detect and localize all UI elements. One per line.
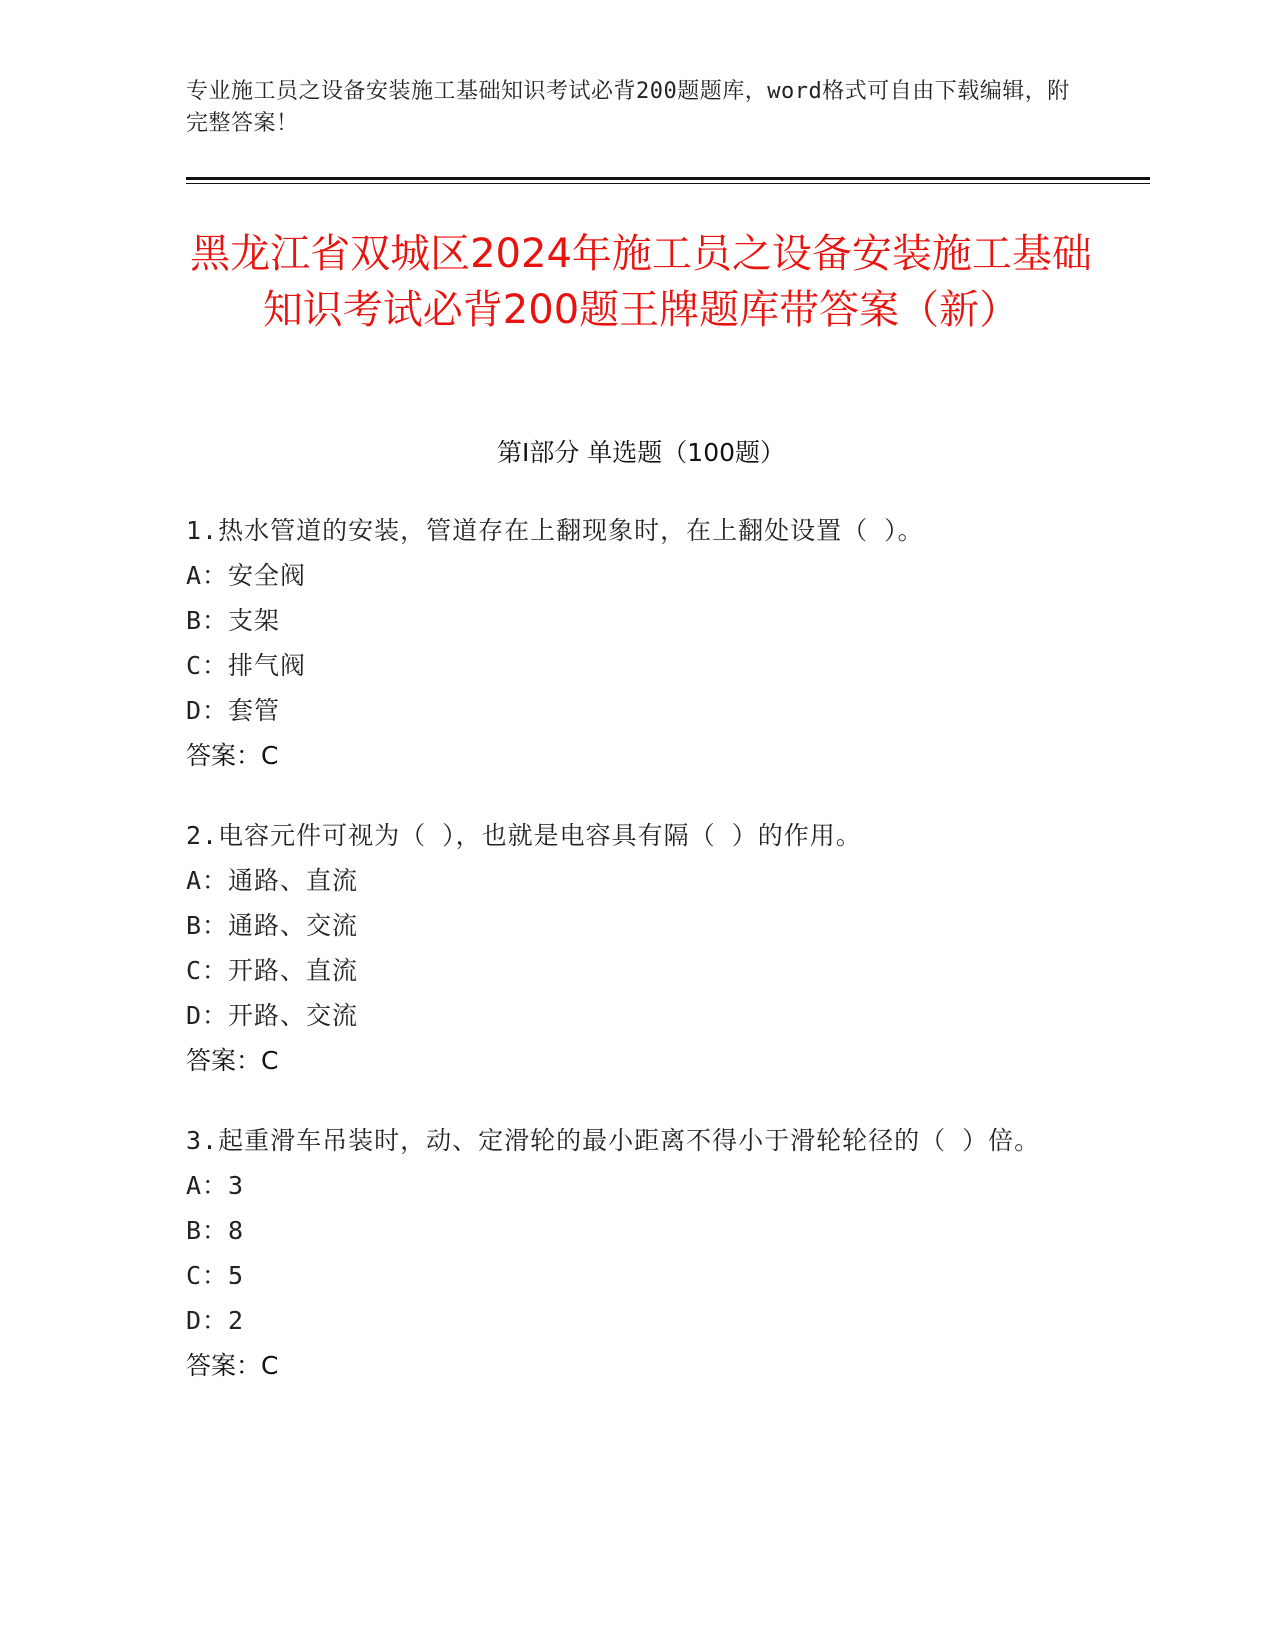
answer: 答案：C bbox=[186, 741, 279, 770]
answer: 答案：C bbox=[186, 1046, 279, 1075]
option-c: C：开路、直流 bbox=[186, 956, 359, 985]
answer: 答案：C bbox=[186, 1351, 279, 1380]
question-1 bbox=[186, 508, 1066, 778]
header-note: 专业施工员之设备安装施工基础知识考试必背200题题库，word格式可自由下载编辑，附完整答案！ bbox=[186, 79, 1070, 136]
option-a: A：3 bbox=[186, 1171, 245, 1200]
question-stem: 1.热水管道的安装，管道存在上翻现象时，在上翻处设置（ ）。 bbox=[186, 516, 924, 545]
option-d: D：开路、交流 bbox=[186, 1001, 359, 1030]
option-b: B：支架 bbox=[186, 606, 281, 635]
question-3 bbox=[186, 1118, 1066, 1388]
question-stem: 2.电容元件可视为（ ），也就是电容具有隔（ ）的作用。 bbox=[186, 821, 862, 850]
option-b: B：通路、交流 bbox=[186, 911, 359, 940]
option-b: B：8 bbox=[186, 1216, 245, 1245]
option-c: C：排气阀 bbox=[186, 651, 307, 680]
option-a: A：通路、直流 bbox=[186, 866, 359, 895]
option-c: C：5 bbox=[186, 1261, 245, 1290]
option-d: D：2 bbox=[186, 1306, 245, 1335]
option-a: A：安全阀 bbox=[186, 561, 307, 590]
document-title: 黑龙江省双城区2024年施工员之设备安装施工基础知识考试必背200题王牌题库带答案（新） bbox=[190, 231, 1092, 333]
question-stem: 3.起重滑车吊装时，动、定滑轮的最小距离不得小于滑轮轮径的（ ）倍。 bbox=[186, 1126, 1041, 1155]
question-2 bbox=[186, 813, 1066, 1083]
header-divider-thin bbox=[186, 183, 1150, 184]
option-d: D：套管 bbox=[186, 696, 281, 725]
header-divider-thick bbox=[186, 177, 1150, 180]
section-title: 第Ⅰ部分 单选题（100题） bbox=[496, 438, 786, 467]
